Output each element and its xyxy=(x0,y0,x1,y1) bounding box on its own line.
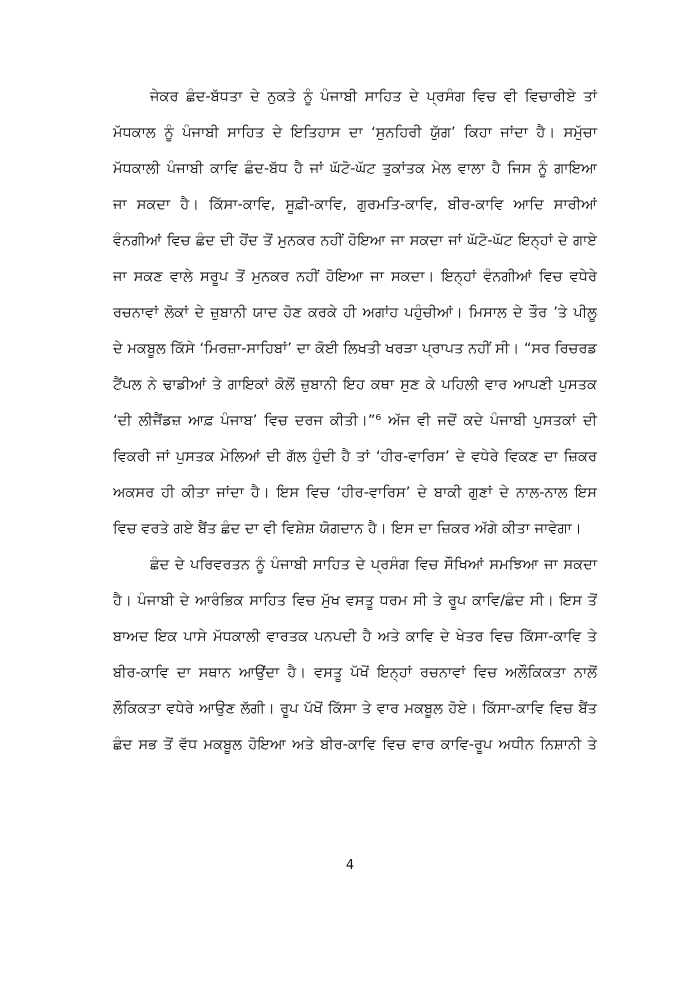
text-line: ਟੈਂਪਲ ਨੇ ਢਾਡੀਆਂ ਤੇ ਗਾਇਕਾਂ ਕੋਲੋਂ ਜ਼ੁਬਾਨੀ ਇਹ ਕਥਾ ਸੁਣ ਕੇ ਪਹਿਲੀ ਵਾਰ ਆਪਣੀ ਪੁਸਤਕ xyxy=(113,376,597,393)
text-line: ਮੱਧਕਾਲ ਨੂੰ ਪੰਜਾਬੀ ਸਾਹਿਤ ਦੇ ਇਤਿਹਾਸ ਦਾ ‘ਸੁਨਹਿਰੀ ਯੁੱਗ’ ਕਿਹਾ ਜਾਂਦਾ ਹੈ। ਸਮੁੱਚਾ xyxy=(113,124,597,141)
text-line: ਜੇਕਰ ਛੰਦ-ਬੱਧਤਾ ਦੇ ਨੁਕਤੇ ਨੂੰ ਪੰਜਾਬੀ ਸਾਹਿਤ ਦੇ ਪ੍ਰਸੰਗ ਵਿਚ ਵੀ ਵਿਚਾਰੀਏ ਤਾਂ xyxy=(150,88,597,105)
text-line: ਬੀਰ-ਕਾਵਿ ਦਾ ਸਥਾਨ ਆਉਂਦਾ ਹੈ। ਵਸਤੂ ਪੱਖੋਂ ਇਨ੍ਹਾਂ ਰਚਨਾਵਾਂ ਵਿਚ ਅਲੌਕਿਕਤਾ ਨਾਲੋਂ xyxy=(113,664,597,681)
text-line: ਦੇ ਮਕਬੂਲ ਕਿੱਸੇ ‘ਮਿਰਜ਼ਾ-ਸਾਹਿਬਾਂ’ ਦਾ ਕੋਈ ਲਿਖਤੀ ਖਰੜਾ ਪ੍ਰਾਪਤ ਨਹੀਂ ਸੀ। “ਸਰ ਰਿਚਰਡ xyxy=(113,340,597,357)
text-line: ਹੈ। ਪੰਜਾਬੀ ਦੇ ਆਰੰਭਿਕ ਸਾਹਿਤ ਵਿਚ ਮੁੱਖ ਵਸਤੂ ਧਰਮ ਸੀ ਤੇ ਰੂਪ ਕਾਵਿ/ਛੰਦ ਸੀ। ਇਸ ਤੋਂ xyxy=(113,592,597,609)
text-line: ਬਾਅਦ ਇਕ ਪਾਸੇ ਮੱਧਕਾਲੀ ਵਾਰਤਕ ਪਨਪਦੀ ਹੈ ਅਤੇ ਕਾਵਿ ਦੇ ਖੇਤਰ ਵਿਚ ਕਿੱਸਾ-ਕਾਵਿ ਤੇ xyxy=(113,628,597,645)
page-number: 4 xyxy=(345,858,355,873)
text-line: ਜਾ ਸਕਦਾ ਹੈ। ਕਿੱਸਾ-ਕਾਵਿ, ਸੂਫ਼ੀ-ਕਾਵਿ, ਗੁਰਮਤਿ-ਕਾਵਿ, ਬੀਰ-ਕਾਵਿ ਆਦਿ ਸਾਰੀਆਂ xyxy=(113,196,597,213)
text-line: ਛੰਦ ਦੇ ਪਰਿਵਰਤਨ ਨੂੰ ਪੰਜਾਬੀ ਸਾਹਿਤ ਦੇ ਪ੍ਰਸੰਗ ਵਿਚ ਸੌਖਿਆਂ ਸਮਝਿਆ ਜਾ ਸਕਦਾ xyxy=(150,556,597,573)
text-line: ਅਕਸਰ ਹੀ ਕੀਤਾ ਜਾਂਦਾ ਹੈ। ਇਸ ਵਿਚ ‘ਹੀਰ-ਵਾਰਿਸ’ ਦੇ ਬਾਕੀ ਗੁਣਾਂ ਦੇ ਨਾਲ-ਨਾਲ ਇਸ xyxy=(113,484,597,501)
text-line: ਛੰਦ ਸਭ ਤੋਂ ਵੱਧ ਮਕਬੂਲ ਹੋਇਆ ਅਤੇ ਬੀਰ-ਕਾਵਿ ਵਿਚ ਵਾਰ ਕਾਵਿ-ਰੂਪ ਅਧੀਨ ਨਿਸ਼ਾਨੀ ਤੇ xyxy=(113,736,597,753)
text-line: ਵਿਚ ਵਰਤੇ ਗਏ ਬੈਂਤ ਛੰਦ ਦਾ ਵੀ ਵਿਸ਼ੇਸ਼ ਯੋਗਦਾਨ ਹੈ। ਇਸ ਦਾ ਜ਼ਿਕਰ ਅੱਗੇ ਕੀਤਾ ਜਾਵੇਗਾ। xyxy=(113,520,582,537)
text-line: ਵੰਨਗੀਆਂ ਵਿਚ ਛੰਦ ਦੀ ਹੋਂਦ ਤੋਂ ਮੁਨਕਰ ਨਹੀਂ ਹੋਇਆ ਜਾ ਸਕਦਾ ਜਾਂ ਘੱਟੋ-ਘੱਟ ਇਨ੍ਹਾਂ ਦੇ ਗਾਏ xyxy=(113,232,597,249)
text-line: ਵਿਕਰੀ ਜਾਂ ਪੁਸਤਕ ਮੇਲਿਆਂ ਦੀ ਗੱਲ ਹੁੰਦੀ ਹੈ ਤਾਂ ‘ਹੀਰ-ਵਾਰਿਸ’ ਦੇ ਵਧੇਰੇ ਵਿਕਣ ਦਾ ਜ਼ਿਕਰ xyxy=(113,448,597,465)
text-line: ਜਾ ਸਕਣ ਵਾਲੇ ਸਰੂਪ ਤੋਂ ਮੁਨਕਰ ਨਹੀਂ ਹੋਇਆ ਜਾ ਸਕਦਾ। ਇਨ੍ਹਾਂ ਵੰਨਗੀਆਂ ਵਿਚ ਵਧੇਰੇ xyxy=(113,268,597,285)
text-line: ਮੱਧਕਾਲੀ ਪੰਜਾਬੀ ਕਾਵਿ ਛੰਦ-ਬੱਧ ਹੈ ਜਾਂ ਘੱਟੋ-ਘੱਟ ਤੁਕਾਂਤਕ ਮੇਲ ਵਾਲਾ ਹੈ ਜਿਸ ਨੂੰ ਗਾਇਆ xyxy=(113,160,597,177)
text-line: ‘ਦੀ ਲੀਜੈਂਡਜ਼ ਆਫ਼ ਪੰਜਾਬ’ ਵਿਚ ਦਰਜ ਕੀਤੀ।”⁶ ਅੱਜ ਵੀ ਜਦੋਂ ਕਦੇ ਪੰਜਾਬੀ ਪੁਸਤਕਾਂ ਦੀ xyxy=(113,412,597,429)
text-line: ਰਚਨਾਵਾਂ ਲੋਕਾਂ ਦੇ ਜ਼ੁਬਾਨੀ ਯਾਦ ਹੋਣ ਕਰਕੇ ਹੀ ਅਗਾਂਹ ਪਹੁੰਚੀਆਂ। ਮਿਸਾਲ ਦੇ ਤੌਰ ’ਤੇ ਪੀਲੂ xyxy=(113,304,597,321)
text-line: ਲੌਕਿਕਤਾ ਵਧੇਰੇ ਆਉਣ ਲੱਗੀ। ਰੂਪ ਪੱਖੋਂ ਕਿੱਸਾ ਤੇ ਵਾਰ ਮਕਬੂਲ ਹੋਏ। ਕਿੱਸਾ-ਕਾਵਿ ਵਿਚ ਬੈਂਤ xyxy=(113,700,597,717)
